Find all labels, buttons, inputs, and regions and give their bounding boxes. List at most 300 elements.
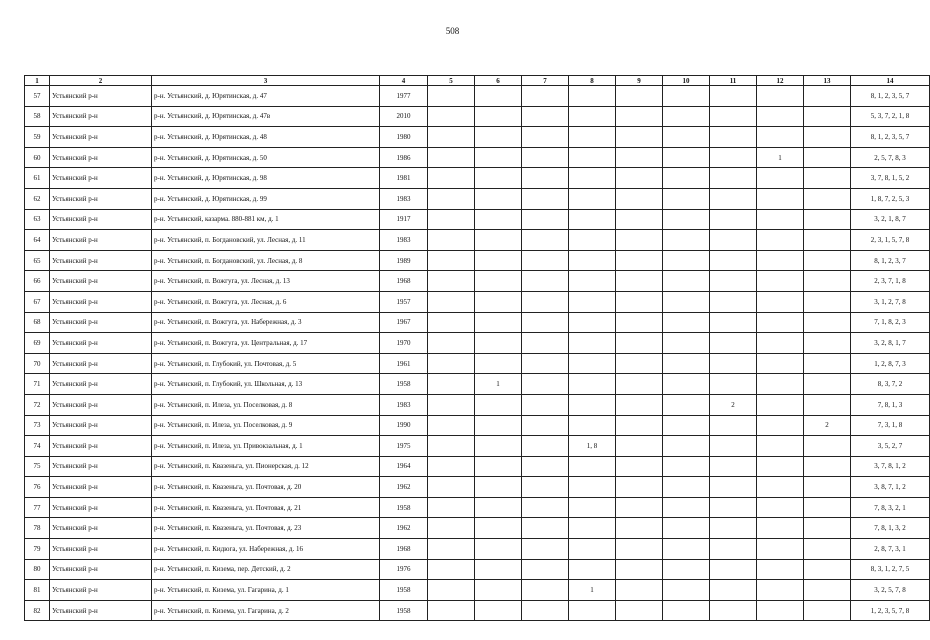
column-13-cell [804, 394, 851, 415]
column-12-cell [757, 250, 804, 271]
column-6-cell [475, 127, 522, 148]
column-12-cell [757, 539, 804, 560]
column-12-cell [757, 518, 804, 539]
table-row [25, 168, 930, 189]
address-cell: р-н. Устьянский, п. Квазеньга, ул. Почтовая, д. 20 [152, 477, 380, 498]
column-7-cell [522, 333, 569, 354]
column-8-cell [569, 333, 616, 354]
column-13-cell [804, 559, 851, 580]
column-6-cell [475, 394, 522, 415]
table-row [25, 147, 930, 168]
column-11-cell [710, 539, 757, 560]
column-9-cell [616, 436, 663, 457]
column-9-cell [616, 168, 663, 189]
column-11-cell [710, 147, 757, 168]
column-5-cell [428, 456, 475, 477]
column-5-cell [428, 559, 475, 580]
column-12-cell [757, 436, 804, 457]
column-8-cell [569, 250, 616, 271]
column-14-cell: 8, 3, 7, 2 [851, 374, 930, 395]
column-11-cell [710, 271, 757, 292]
table-row [25, 374, 930, 395]
column-header-10: 10 [663, 76, 710, 86]
table-row [25, 518, 930, 539]
column-6-cell [475, 600, 522, 621]
district-cell: Устьянский р-н [50, 106, 152, 127]
column-12-cell [757, 374, 804, 395]
column-14-cell: 3, 7, 8, 1, 5, 2 [851, 168, 930, 189]
column-10-cell [663, 230, 710, 251]
column-11-cell [710, 291, 757, 312]
column-13-cell [804, 497, 851, 518]
address-cell: р-н. Устьянский, п. Илеза, ул. Привокзальная, д. 1 [152, 436, 380, 457]
district-cell: Устьянский р-н [50, 456, 152, 477]
column-5-cell [428, 271, 475, 292]
column-6-cell [475, 456, 522, 477]
district-cell: Устьянский р-н [50, 250, 152, 271]
row-number-cell: 80 [25, 559, 50, 580]
table-row [25, 291, 930, 312]
column-5-cell [428, 333, 475, 354]
column-10-cell [663, 559, 710, 580]
column-9-cell [616, 230, 663, 251]
column-7-cell [522, 86, 569, 107]
row-number-cell: 81 [25, 580, 50, 601]
column-11-cell [710, 374, 757, 395]
year-cell: 1958 [380, 580, 428, 601]
row-number-cell: 79 [25, 539, 50, 560]
column-13-cell [804, 168, 851, 189]
table-row [25, 559, 930, 580]
year-cell: 1957 [380, 291, 428, 312]
column-9-cell [616, 374, 663, 395]
column-header-1: 1 [25, 76, 50, 86]
column-13-cell [804, 250, 851, 271]
row-number-cell: 67 [25, 291, 50, 312]
column-10-cell [663, 600, 710, 621]
column-14-cell: 7, 1, 8, 2, 3 [851, 312, 930, 333]
column-7-cell [522, 127, 569, 148]
column-9-cell [616, 188, 663, 209]
district-cell: Устьянский р-н [50, 168, 152, 189]
column-7-cell [522, 477, 569, 498]
address-cell: р-н. Устьянский, п. Илеза, ул. Поселковая, д. 8 [152, 394, 380, 415]
district-cell: Устьянский р-н [50, 86, 152, 107]
column-13-cell [804, 600, 851, 621]
column-11-cell [710, 600, 757, 621]
column-8-cell [569, 271, 616, 292]
table-row [25, 539, 930, 560]
row-number-cell: 82 [25, 600, 50, 621]
row-number-cell: 60 [25, 147, 50, 168]
address-cell: р-н. Устьянский, п. Квазеньга, ул. Пионерская, д. 12 [152, 456, 380, 477]
address-cell: р-н. Устьянский, п. Глубокий, ул. Почтовая, д. 5 [152, 353, 380, 374]
column-5-cell [428, 250, 475, 271]
column-9-cell [616, 312, 663, 333]
column-6-cell [475, 415, 522, 436]
column-7-cell [522, 188, 569, 209]
column-9-cell [616, 580, 663, 601]
column-header-11: 11 [710, 76, 757, 86]
column-8-cell: 1, 8 [569, 436, 616, 457]
district-cell: Устьянский р-н [50, 497, 152, 518]
row-number-cell: 65 [25, 250, 50, 271]
column-11-cell [710, 188, 757, 209]
column-7-cell [522, 312, 569, 333]
column-7-cell [522, 394, 569, 415]
column-14-cell: 3, 2, 5, 7, 8 [851, 580, 930, 601]
column-10-cell [663, 374, 710, 395]
column-13-cell [804, 312, 851, 333]
year-cell: 1958 [380, 600, 428, 621]
column-8-cell [569, 497, 616, 518]
column-8-cell [569, 539, 616, 560]
column-7-cell [522, 271, 569, 292]
column-11-cell [710, 415, 757, 436]
column-6-cell [475, 209, 522, 230]
column-5-cell [428, 436, 475, 457]
column-13-cell [804, 456, 851, 477]
column-10-cell [663, 250, 710, 271]
column-8-cell [569, 353, 616, 374]
column-header-9: 9 [616, 76, 663, 86]
column-7-cell [522, 374, 569, 395]
column-10-cell [663, 518, 710, 539]
row-number-cell: 68 [25, 312, 50, 333]
year-cell: 1917 [380, 209, 428, 230]
year-cell: 1983 [380, 394, 428, 415]
column-6-cell: 1 [475, 374, 522, 395]
column-5-cell [428, 209, 475, 230]
district-cell: Устьянский р-н [50, 230, 152, 251]
column-8-cell [569, 394, 616, 415]
column-5-cell [428, 127, 475, 148]
column-8-cell [569, 291, 616, 312]
page-number: 508 [445, 26, 460, 36]
district-cell: Устьянский р-н [50, 188, 152, 209]
column-header-6: 6 [475, 76, 522, 86]
row-number-cell: 75 [25, 456, 50, 477]
district-cell: Устьянский р-н [50, 312, 152, 333]
column-14-cell: 3, 2, 8, 1, 7 [851, 333, 930, 354]
table-row [25, 436, 930, 457]
column-9-cell [616, 86, 663, 107]
column-10-cell [663, 291, 710, 312]
address-cell: р-н. Устьянский, п. Вожгуга, ул. Центральная, д. 17 [152, 333, 380, 354]
column-8-cell [569, 559, 616, 580]
district-cell: Устьянский р-н [50, 394, 152, 415]
column-7-cell [522, 456, 569, 477]
column-10-cell [663, 477, 710, 498]
table-row [25, 312, 930, 333]
column-header-13: 13 [804, 76, 851, 86]
district-cell: Устьянский р-н [50, 333, 152, 354]
column-11-cell [710, 477, 757, 498]
column-6-cell [475, 518, 522, 539]
column-14-cell: 3, 2, 1, 8, 7 [851, 209, 930, 230]
column-12-cell [757, 497, 804, 518]
column-9-cell [616, 106, 663, 127]
column-14-cell: 2, 3, 7, 1, 8 [851, 271, 930, 292]
row-number-cell: 57 [25, 86, 50, 107]
column-11-cell: 2 [710, 394, 757, 415]
column-header-8: 8 [569, 76, 616, 86]
column-13-cell [804, 271, 851, 292]
column-10-cell [663, 497, 710, 518]
table-row [25, 209, 930, 230]
column-10-cell [663, 333, 710, 354]
column-12-cell [757, 477, 804, 498]
table-row [25, 86, 930, 107]
column-7-cell [522, 209, 569, 230]
row-number-cell: 66 [25, 271, 50, 292]
column-5-cell [428, 291, 475, 312]
year-cell: 1964 [380, 456, 428, 477]
column-13-cell [804, 539, 851, 560]
column-13-cell [804, 147, 851, 168]
column-10-cell [663, 209, 710, 230]
row-number-cell: 70 [25, 353, 50, 374]
column-11-cell [710, 559, 757, 580]
column-11-cell [710, 580, 757, 601]
address-cell: р-н. Устьянский, д. Юрятинская, д. 47 [152, 86, 380, 107]
year-cell: 1958 [380, 374, 428, 395]
row-number-cell: 76 [25, 477, 50, 498]
address-cell: р-н. Устьянский, п. Вожгуга, ул. Лесная, д. 13 [152, 271, 380, 292]
district-cell: Устьянский р-н [50, 353, 152, 374]
column-14-cell: 3, 8, 7, 1, 2 [851, 477, 930, 498]
column-12-cell: 1 [757, 147, 804, 168]
column-11-cell [710, 436, 757, 457]
table-row [25, 497, 930, 518]
table-row [25, 456, 930, 477]
address-cell: р-н. Устьянский, казарма. 880-881 км, д. 1 [152, 209, 380, 230]
column-9-cell [616, 271, 663, 292]
column-11-cell [710, 168, 757, 189]
column-7-cell [522, 539, 569, 560]
column-10-cell [663, 436, 710, 457]
column-10-cell [663, 168, 710, 189]
row-number-cell: 62 [25, 188, 50, 209]
address-cell: р-н. Устьянский, д. Юрятинская, д. 50 [152, 147, 380, 168]
column-12-cell [757, 188, 804, 209]
column-11-cell [710, 127, 757, 148]
column-5-cell [428, 539, 475, 560]
year-cell: 1968 [380, 271, 428, 292]
column-8-cell [569, 127, 616, 148]
column-11-cell [710, 333, 757, 354]
row-number-cell: 71 [25, 374, 50, 395]
column-13-cell [804, 353, 851, 374]
column-5-cell [428, 147, 475, 168]
column-8-cell [569, 477, 616, 498]
column-10-cell [663, 539, 710, 560]
column-6-cell [475, 147, 522, 168]
district-cell: Устьянский р-н [50, 291, 152, 312]
column-14-cell: 1, 2, 3, 5, 7, 8 [851, 600, 930, 621]
housing-register-table [24, 75, 930, 621]
column-7-cell [522, 600, 569, 621]
table-row [25, 477, 930, 498]
row-number-cell: 72 [25, 394, 50, 415]
column-14-cell: 7, 8, 3, 2, 1 [851, 497, 930, 518]
row-number-cell: 59 [25, 127, 50, 148]
district-cell: Устьянский р-н [50, 600, 152, 621]
column-11-cell [710, 497, 757, 518]
column-9-cell [616, 600, 663, 621]
column-11-cell [710, 250, 757, 271]
table-row [25, 580, 930, 601]
district-cell: Устьянский р-н [50, 415, 152, 436]
district-cell: Устьянский р-н [50, 271, 152, 292]
column-12-cell [757, 271, 804, 292]
address-cell: р-н. Устьянский, п. Илеза, ул. Поселковая, д. 9 [152, 415, 380, 436]
column-9-cell [616, 333, 663, 354]
column-14-cell: 3, 5, 2, 7 [851, 436, 930, 457]
year-cell: 1961 [380, 353, 428, 374]
column-10-cell [663, 312, 710, 333]
column-13-cell [804, 106, 851, 127]
column-header-2: 2 [50, 76, 152, 86]
column-5-cell [428, 188, 475, 209]
column-13-cell [804, 374, 851, 395]
column-5-cell [428, 518, 475, 539]
column-9-cell [616, 518, 663, 539]
column-7-cell [522, 168, 569, 189]
column-7-cell [522, 518, 569, 539]
column-6-cell [475, 291, 522, 312]
district-cell: Устьянский р-н [50, 374, 152, 395]
column-14-cell: 8, 1, 2, 3, 7 [851, 250, 930, 271]
column-8-cell [569, 147, 616, 168]
district-cell: Устьянский р-н [50, 539, 152, 560]
column-9-cell [616, 497, 663, 518]
column-8-cell [569, 518, 616, 539]
column-5-cell [428, 168, 475, 189]
column-12-cell [757, 86, 804, 107]
column-10-cell [663, 188, 710, 209]
year-cell: 1989 [380, 250, 428, 271]
column-8-cell [569, 230, 616, 251]
address-cell: р-н. Устьянский, п. Кидюга, ул. Набережная, д. 16 [152, 539, 380, 560]
column-14-cell: 7, 8, 1, 3 [851, 394, 930, 415]
column-11-cell [710, 518, 757, 539]
address-cell: р-н. Устьянский, п. Глубокий, ул. Школьная, д. 13 [152, 374, 380, 395]
address-cell: р-н. Устьянский, д. Юрятинская, д. 48 [152, 127, 380, 148]
row-number-cell: 64 [25, 230, 50, 251]
column-6-cell [475, 86, 522, 107]
column-5-cell [428, 312, 475, 333]
table-row [25, 127, 930, 148]
column-5-cell [428, 477, 475, 498]
column-5-cell [428, 415, 475, 436]
column-7-cell [522, 559, 569, 580]
column-9-cell [616, 477, 663, 498]
column-9-cell [616, 456, 663, 477]
column-10-cell [663, 127, 710, 148]
column-8-cell [569, 456, 616, 477]
column-14-cell: 1, 8, 7, 2, 5, 3 [851, 188, 930, 209]
column-6-cell [475, 188, 522, 209]
district-cell: Устьянский р-н [50, 127, 152, 148]
column-5-cell [428, 497, 475, 518]
column-13-cell: 2 [804, 415, 851, 436]
column-12-cell [757, 209, 804, 230]
column-7-cell [522, 353, 569, 374]
column-6-cell [475, 333, 522, 354]
column-12-cell [757, 230, 804, 251]
column-5-cell [428, 106, 475, 127]
column-11-cell [710, 86, 757, 107]
column-14-cell: 3, 1, 2, 7, 8 [851, 291, 930, 312]
year-cell: 1990 [380, 415, 428, 436]
column-8-cell [569, 209, 616, 230]
column-11-cell [710, 456, 757, 477]
column-header-7: 7 [522, 76, 569, 86]
column-7-cell [522, 106, 569, 127]
column-8-cell [569, 168, 616, 189]
year-cell: 1967 [380, 312, 428, 333]
column-12-cell [757, 559, 804, 580]
address-cell: р-н. Устьянский, п. Богдановский, ул. Лесная, д. 11 [152, 230, 380, 251]
column-14-cell: 2, 3, 1, 5, 7, 8 [851, 230, 930, 251]
column-9-cell [616, 539, 663, 560]
year-cell: 1958 [380, 497, 428, 518]
row-number-cell: 78 [25, 518, 50, 539]
column-8-cell [569, 188, 616, 209]
column-9-cell [616, 250, 663, 271]
table-row [25, 271, 930, 292]
row-number-cell: 73 [25, 415, 50, 436]
column-13-cell [804, 86, 851, 107]
column-11-cell [710, 230, 757, 251]
table-row [25, 333, 930, 354]
address-cell: р-н. Устьянский, д. Юрятинская, д. 47в [152, 106, 380, 127]
year-cell: 1977 [380, 86, 428, 107]
column-header-12: 12 [757, 76, 804, 86]
table-row [25, 230, 930, 251]
column-6-cell [475, 436, 522, 457]
column-9-cell [616, 415, 663, 436]
column-7-cell [522, 230, 569, 251]
column-7-cell [522, 436, 569, 457]
column-9-cell [616, 394, 663, 415]
column-13-cell [804, 127, 851, 148]
column-10-cell [663, 394, 710, 415]
column-14-cell: 8, 3, 1, 2, 7, 5 [851, 559, 930, 580]
column-6-cell [475, 539, 522, 560]
column-13-cell [804, 580, 851, 601]
table-row [25, 394, 930, 415]
column-10-cell [663, 147, 710, 168]
column-13-cell [804, 209, 851, 230]
column-5-cell [428, 353, 475, 374]
column-header-4: 4 [380, 76, 428, 86]
table-row [25, 250, 930, 271]
column-8-cell [569, 600, 616, 621]
column-13-cell [804, 188, 851, 209]
column-14-cell: 8, 1, 2, 3, 5, 7 [851, 86, 930, 107]
address-cell: р-н. Устьянский, п. Кизема, ул. Гагарина, д. 1 [152, 580, 380, 601]
column-6-cell [475, 580, 522, 601]
column-5-cell [428, 86, 475, 107]
address-cell: р-н. Устьянский, п. Кизема, пер. Детский, д. 2 [152, 559, 380, 580]
column-6-cell [475, 353, 522, 374]
row-number-cell: 58 [25, 106, 50, 127]
column-14-cell: 1, 2, 8, 7, 3 [851, 353, 930, 374]
column-header-5: 5 [428, 76, 475, 86]
row-number-cell: 77 [25, 497, 50, 518]
